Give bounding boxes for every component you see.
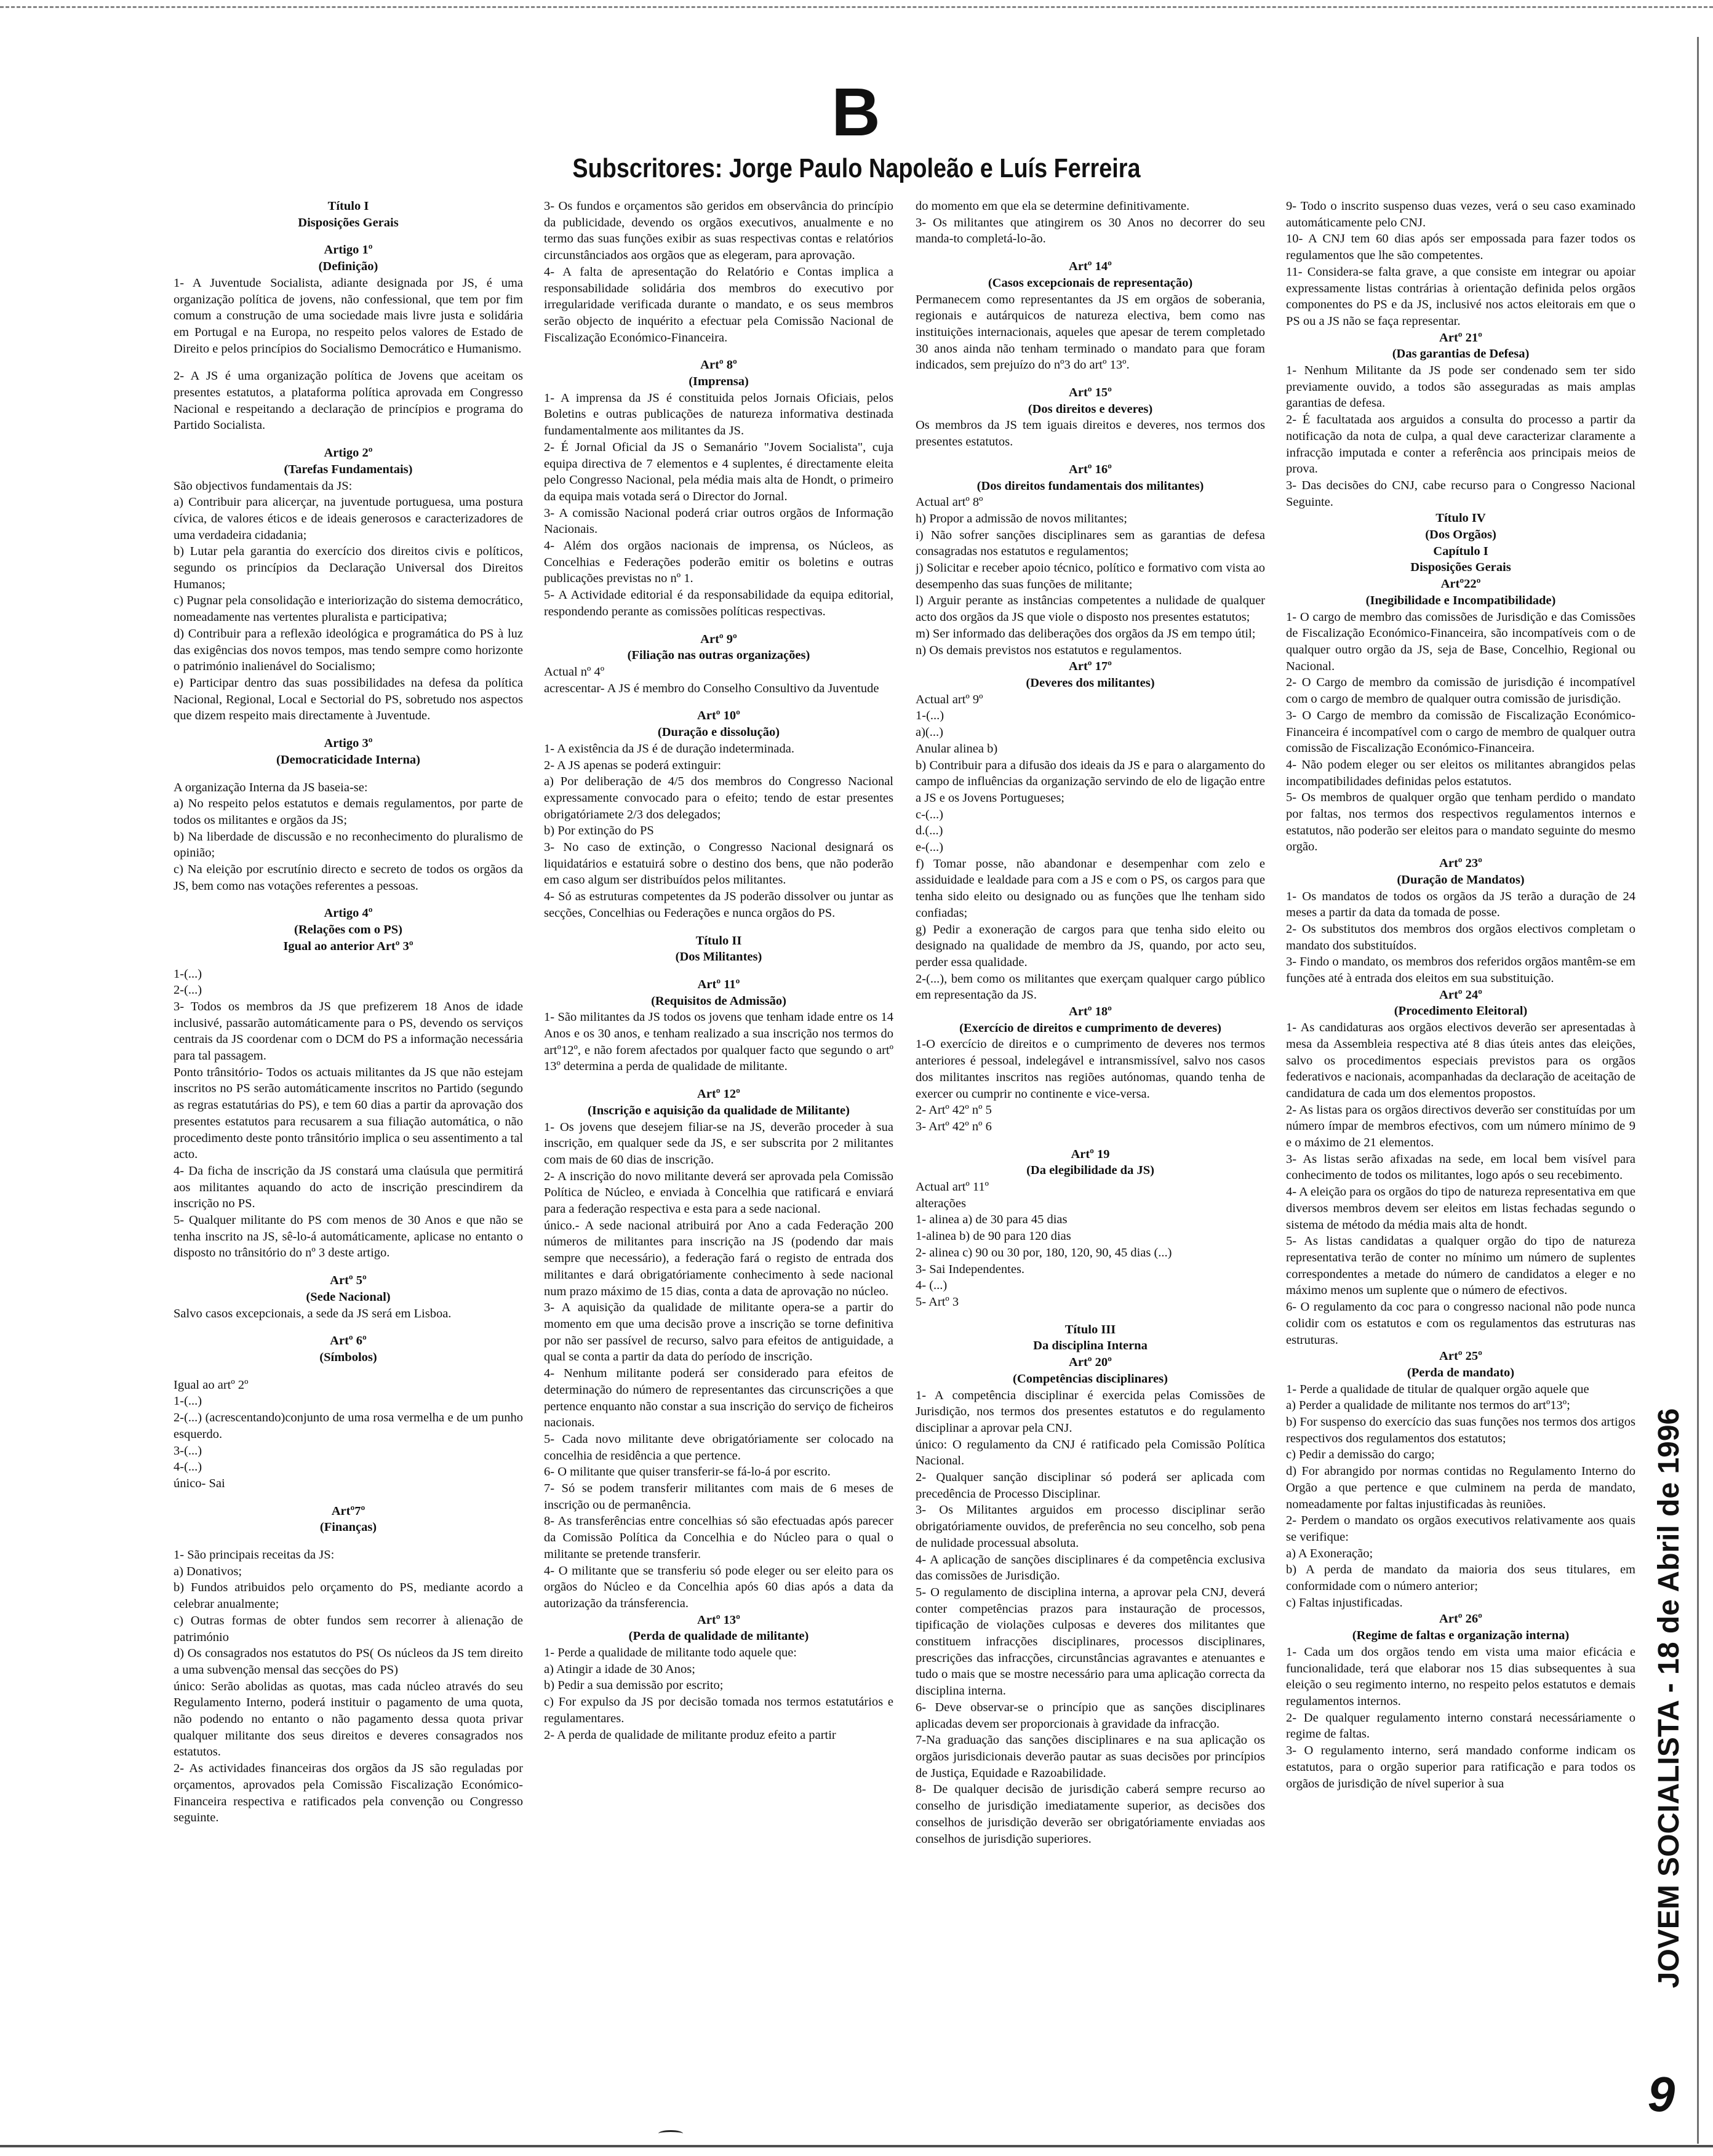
paragraph: 2- As listas para os orgãos directivos deverão ser constituídas por um número ímpar de membros efectivos, com um número mínimo de 9 e o máximo de 21 elementos. [1286, 1103, 1635, 1150]
paragraph: g) Pedir a exoneração de cargos para que tenha sido eleito ou designado na qualidade de membro da JS, quando, por acto seu, perder essa qualidade. [916, 922, 1265, 969]
article-heading: Artº 14º [1069, 260, 1112, 274]
paragraph: 3- Artº 42º nº 6 [916, 1119, 992, 1133]
paragraph: 1- O cargo de membro das comissões de Jurisdição e das Comissões de Fiscalização Económico-Financeira, são incompatíveis com o de qualquer outro orgão da JS, seja de Base, Concelhio, Regional ou Nacional. [1286, 610, 1635, 673]
paragraph: d.(...) [916, 824, 943, 838]
article-heading: Artigo 4º [324, 906, 373, 920]
paragraph: 2- A JS apenas se poderá extinguir: [544, 758, 722, 772]
paragraph: 1- A competência disciplinar é exercida pelas Comissões de Jurisdição, nos termos dos presentes estatutos e do regulamento disciplinar a aprovar pela CNJ. [916, 1388, 1265, 1435]
paragraph: i) Não sofrer sanções disciplinares sem as garantias de defesa consagradas nos estatutos e regulamentos; [916, 528, 1265, 559]
paragraph: 4- A eleição para os orgãos do tipo de natureza representativa em que diversos membros devem ser eleitos em listas fechadas segundo o sistema de método da média mais alta de hondt. [1286, 1185, 1635, 1232]
paragraph: único- Sai [174, 1476, 225, 1490]
paragraph: 3- Sai Independentes. [916, 1262, 1025, 1276]
paragraph: 1- Os jovens que desejem filiar-se na JS, deverão proceder à sua inscrição, em qualquer sede da JS, e ser subscrita por 2 militantes com mais de 60 dias de inscrição. [544, 1120, 893, 1167]
paragraph: A organização Interna da JS baseia-se: [174, 780, 368, 794]
article-subtitle: (Símbolos) [319, 1351, 377, 1364]
paragraph: 2- alinea c) 90 ou 30 por, 180, 120, 90, 45 dias (...) [916, 1245, 1172, 1260]
paragraph: d) Contribuir para a reflexão ideológica e programática do PS à luz das exigências dos novos tempos, mas tendo sempre como horizonte o património inalienável do Socialismo; [174, 626, 523, 674]
paragraph: 1-(...) [174, 967, 202, 981]
paragraph: 5- As listas candidatas a qualquer orgão do tipo de natureza representativa terão de conter no mínimo um número de suplentes correspondentes a metade do número de candidatos a eleger e no máximo menos um suplente que o número de efectivos. [1286, 1234, 1635, 1298]
paragraph: j) Solicitar e receber apoio técnico, político e formativo com vista ao desempenho das suas funções de militante; [916, 561, 1265, 591]
article-heading: Artº 8º [700, 358, 737, 372]
article-heading: Artº 21º [1439, 330, 1482, 345]
article-heading: Artº 5º [330, 1274, 367, 1288]
paragraph: 2- Qualquer sanção disciplinar só poderá ser aplicada com precedência de Processo Disciplinar. [916, 1471, 1265, 1501]
paragraph: b) Lutar pela garantia do exercício dos direitos civis e políticos, segundo os princípios da Declaração Universal dos Direitos Humanos; [174, 545, 523, 591]
article-subtitle: (Imprensa) [689, 375, 749, 389]
paragraph: e-(...) [916, 840, 943, 855]
paragraph: Permanecem como representantes da JS em orgãos de soberania, regionais e autárquicos de natureza electiva, bem como nas instituições internacionais, aqueles que apesar de terem completado 30 anos ainda não tenham terminado o mandato para que foram indicados, sem prejuízo do nº3 do artº 13º. [916, 292, 1265, 372]
paragraph: 3-(...) [174, 1443, 202, 1458]
paragraph: 3- Todos os membros da JS que prefizerem 18 Anos de idade inclusivé, passarão automáticamente para o PS, devendo os serviços centrais da JS coordenar com o DCM do PS a informação necessária para tal passagem. [174, 999, 523, 1063]
paragraph: e) Participar dentro das suas possibilidades na defesa da política Nacional, Regional, Local e Sectorial do PS, sobretudo nos aspectos que dizem respeito mais directamente à Juventude. [174, 676, 523, 723]
paragraph: 1- São principais receitas da JS: [174, 1548, 335, 1562]
paragraph: b) Pedir a sua demissão por escrito; [544, 1679, 724, 1693]
paragraph: 2- É Jornal Oficial da JS o Semanário "Jovem Socialista", cuja equipa directiva de 7 elementos e 4 suplentes, é directamente eleita pelo Congresso Nacional, pela média mais alta de Hondt, o primeiro da equipa mais votada será o Director do Jornal. [544, 440, 893, 503]
article-subtitle: (Inscrição e aquisição da qualidade de Militante) [588, 1103, 850, 1117]
paragraph: 3- O Cargo de membro da comissão de Fiscalização Económico-Financeira é incompatível com o cargo de membro de qualquer outra comissão de Fiscalização Económico-Financeira. [1286, 708, 1635, 756]
article-heading: Artº 9º [700, 632, 737, 646]
side-banner [1642, 1268, 1697, 2154]
paragraph: 10- A CNJ tem 60 dias após ser empossada para fazer todos os regulamentos que lhe são competentes. [1286, 232, 1635, 263]
paragraph: 2- É facultatada aos arguidos a consulta do processo a partir da notificação da nota de culpa, a qual deve caracterizar claramente a infracção imputada e conter a referência aos principais meios de prova. [1286, 413, 1635, 476]
paragraph: b) Contribuir para a difusão dos ideais da JS e para o alargamento do campo de influências da organização servindo de elo de ligação entre a JS e os Jovens Portugueses; [916, 758, 1265, 805]
paragraph: do momento em que ela se determine definitivamente. [916, 199, 1190, 213]
article-heading: Título II [695, 933, 742, 948]
paragraph: 5- Qualquer militante do PS com menos de 30 Anos e que não se tenha inscrito na JS, sê-lo-á automáticamente, aplicase no entanto o disposto no trânsitório do nº 3 deste artigo. [174, 1213, 523, 1260]
paragraph: 3- Das decisões do CNJ, cabe recurso para o Congresso Nacional Seguinte. [1286, 478, 1635, 509]
paragraph: 4-(...) [174, 1460, 202, 1474]
article-heading: (Dos Orgãos) [1425, 528, 1496, 542]
section-letter: B [831, 74, 882, 150]
article-heading: Artº 10º [697, 709, 740, 723]
paragraph: 2- Artº 42º nº 5 [916, 1103, 992, 1117]
article-heading: Da disciplina Interna [1033, 1339, 1148, 1353]
paragraph: 1- Nenhum Militante da JS pode ser condenado sem ter sido previamente ouvido, a todos são asseguradas as mais amplas garantias de defesa. [1286, 364, 1635, 410]
paragraph: único.- A sede nacional atribuirá por Ano a cada Federação 200 números de militantes para inscrição na JS (podendo dar mais sempre que necessário), a federação fará o registo de entrada dos militantes e dará obrigatóriamente conhecimento à sede nacional num prazo máximo de 15 dias, conta a data de aprovação no núcleo. [544, 1218, 893, 1298]
article-heading: Artº 15º [1069, 386, 1112, 400]
article-heading: Artº 25º [1439, 1349, 1482, 1363]
paragraph: 2- De qualquer regulamento interno constará necessáriamente o regime de faltas. [1286, 1711, 1635, 1741]
paragraph: 3- No caso de extinção, o Congresso Nacional designará os liquidatários e estatuirá sobre o destino dos bens, que não poderão em caso algum ser distribuídos pelos militantes. [544, 840, 893, 887]
paragraph: c-(...) [916, 807, 943, 821]
article-subtitle: (Perda de qualidade de militante) [628, 1629, 809, 1643]
paragraph: 1- A Juventude Socialista, adiante designada por JS, é uma organização política de jovens, não confessional, que tem por fim comum a construção de uma sociedade mais livre justa e solidária em Portugal e na Europa, no respeito pelos valores de Estado de Direito e pelos princípios do Socialismo Democrático e Humanismo. [174, 276, 523, 356]
article-subtitle: (Das garantias de Defesa) [1392, 347, 1530, 361]
article-subtitle: (Democraticidade Interna) [276, 753, 420, 767]
article-subtitle: (Casos excepcionais de representação) [988, 276, 1193, 290]
paragraph: c) For expulso da JS por decisão tomada nos termos estatutários e regulamentares. [544, 1695, 893, 1725]
paragraph: 3- A aquisição da qualidade de militante opera-se a partir do momento em que uma decisão prove a inscrição se torne definitiva por não ser passível de recurso, salvo para efeitos de antiguidade, a qual se conta a partir da data do período de inscrição. [544, 1301, 893, 1364]
article-subtitle: (Inegibilidade e Incompatibilidade) [1365, 593, 1556, 607]
paragraph: 2- A JS é uma organização política de Jovens que aceitam os presentes estatutos, a plataforma política aprovada em Congresso Nacional e respeitando a declaração de princípios e programa do Partido Socialista. [174, 369, 523, 433]
paragraph: a)(...) [916, 725, 943, 740]
article-heading: Artº 16º [1069, 462, 1112, 476]
article-heading: Título IV [1435, 511, 1486, 525]
paragraph: c) Na eleição por escrutínio directo e secreto de todos os orgãos da JS, bem como nas votações referentes a pessoas. [174, 863, 523, 893]
article-heading: Artigo 2º [324, 446, 373, 460]
paragraph: 6- O regulamento da coc para o congresso nacional não pode nunca colidir com os estatutos e com os regulamentos das estruturas nas estruturas. [1286, 1300, 1635, 1347]
paragraph: 2- Os substitutos dos membros dos orgãos electivos completam o mandato dos substituídos. [1286, 922, 1635, 952]
article-subtitle: (Filiação nas outras organizações) [627, 649, 810, 663]
paragraph: c) Pedir a demissão do cargo; [1286, 1448, 1435, 1462]
paragraph: a) A Exoneração; [1286, 1546, 1373, 1560]
article-subtitle: (Dos direitos fundamentais dos militantes) [976, 479, 1204, 493]
paragraph: Os membros da JS tem iguais direitos e deveres, nos termos dos presentes estatutos. [916, 418, 1265, 449]
article-heading: Artº 11º [697, 977, 740, 991]
text-column-3 [916, 198, 1265, 2123]
scan-edge-bottom [0, 2145, 1713, 2156]
paragraph: 3- Os militantes que atingirem os 30 Anos no decorrer do seu manda-to completá-lo-ão. [916, 215, 1265, 246]
paragraph: Igual ao artº 2º [174, 1378, 249, 1392]
paragraph: a) Contribuir para alicerçar, na juventude portuguesa, uma postura cívica, de valores éticos e de ideais generosos e caracterizadores de uma verdadeira cidadania; [174, 495, 523, 542]
paragraph: 4- A falta de apresentação do Relatório e Contas implica a responsabilidade solidária dos membros do executivo por irregularidade verificada durante o mandato, e os seus membros serão objecto de inquérito a efectuar pela Comissão Nacional de Fiscalização Económico-Financeira. [544, 265, 893, 345]
article-heading: Artº 20º [1069, 1355, 1112, 1370]
paragraph: 5- O regulamento de disciplina interna, a aprovar pela CNJ, deverá conter competências prazos para instauração de processos, tipificação de violações culposas e deveres dos militantes que constituem infracções disciplinares, processos disciplinares, prescrições das infracções, circunstâncias agravantes e atenuantes e tudo o mais que se mostre necessário para uma aplicação correcta da disciplina interna. [916, 1585, 1265, 1698]
paragraph: 7-Na graduação das sanções disciplinares e na sua aplicação os orgãos jurisdicionais deverão pautar as suas decisões por princípios de Justiça, Equidade e Razoabilidade. [916, 1733, 1265, 1780]
scan-edge-top [0, 0, 1713, 8]
paragraph: Actual artº 9º [916, 692, 983, 706]
paragraph: Actual artº 11º [916, 1180, 989, 1194]
article-heading: Artº 24º [1439, 988, 1482, 1002]
paragraph: 3- A comissão Nacional poderá criar outros orgãos de Informação Nacionais. [544, 506, 893, 537]
paragraph: 2-(...) [174, 983, 202, 997]
paragraph: Anular alinea b) [916, 741, 998, 756]
paragraph: b) Na liberdade de discussão e no reconhecimento do pluralismo de opinião; [174, 829, 523, 860]
article-heading: Artº 26º [1439, 1612, 1482, 1626]
paragraph: 1- Cada um dos orgãos tendo em vista uma maior eficácia e funcionalidade, terá que elaborar nos 15 dias subsequentes à sua eleição o seu regimento interno, no respeito pelos estatutos e demais regulamentos internos. [1286, 1645, 1635, 1708]
paragraph: a) No respeito pelos estatutos e demais regulamentos, por parte de todos os militantes e orgãos da JS; [174, 797, 523, 827]
paragraph: 4- A aplicação de sanções disciplinares é da competência exclusiva das comissões de Jurisdição. [916, 1552, 1265, 1583]
paragraph: 1- alinea a) de 30 para 45 dias [916, 1213, 1068, 1227]
paragraph: d) Os consagrados nos estatutos do PS( Os núcleos da JS tem direito a uma subvenção mensal das secções do PS) [174, 1647, 523, 1677]
article-subtitle: (Perda de mandato) [1407, 1365, 1515, 1379]
paragraph: 5- Artº 3 [916, 1295, 959, 1309]
article-heading: Título I [327, 199, 369, 213]
article-heading: Disposições Gerais [1410, 561, 1511, 575]
paragraph: 1- Perde a qualidade de titular de qualquer orgão aquele que [1286, 1382, 1589, 1396]
paragraph: m) Ser informado das deliberações dos orgãos da JS em tempo útil; [916, 626, 1256, 641]
paragraph: f) Tomar posse, não abandonar e desempenhar com zelo e assiduidade e lealdade para com a JS e com o PS, os cargos para que tenha sido eleito ou designado ou as funções que lhe tenham sido confiadas; [916, 856, 1265, 920]
article-heading: (Dos Militantes) [675, 950, 762, 964]
paragraph: 1- A existência da JS é de duração indeterminada. [544, 741, 795, 756]
article-heading: Artº 23º [1439, 856, 1482, 871]
article-heading: Título III [1064, 1322, 1116, 1336]
paragraph: 1- As candidaturas aos orgãos electivos deverão ser apresentadas à mesa da Assembleia respectiva até 8 dias úteis antes das eleições, salvo os procedimentos especiais previstos para os orgãos federativos e nacionais, acompanhadas da declaração de aceitação de candidatura de cada um dos elementos propostos. [1286, 1021, 1635, 1100]
paragraph: 4- Além dos orgãos nacionais de imprensa, os Núcleos, as Concelhias e Federações poderão emitir os boletins e outras publicações previstas no nº 1. [544, 539, 893, 586]
paragraph: b) Fundos atribuidos pelo orçamento do PS, mediante acordo a celebrar anualmente; [174, 1581, 523, 1611]
paragraph: Ponto trânsitório- Todos os actuais militantes da JS que não estejam inscritos no PS serão automáticamente inscritos no Partido (segundo as regras estatutárias do PS), e tem 60 dias a partir da aprovação dos presentes estatutos para recusarem a sua filiação automática, o não procedimento deste ponto trânsitório implica o seu assentimento a tal acto. [174, 1065, 523, 1162]
paragraph: Actual nº 4º [544, 665, 605, 679]
article-heading: Artº7º [331, 1504, 365, 1518]
article-heading: Artº 12º [697, 1087, 740, 1101]
paragraph: b) For suspenso do exercício das suas funções nos termos dos artigos respectivos dos regulamentos dos estatutos; [1286, 1415, 1635, 1445]
side-banner-text: JOVEM SOCIALISTA - 18 de Abril de 1996 [1653, 1408, 1685, 1989]
paragraph: d) For abrangido por normas contidas no Regulamento Interno do Orgão a que pertence e que culminem na perda de mandato, nomeadamente por faltas injustificadas às reuniões. [1286, 1464, 1635, 1511]
paragraph: c) Outras formas de obter fundos sem recorrer à alienação de património [174, 1613, 523, 1644]
article-heading: Artº 18º [1069, 1005, 1112, 1019]
article-subtitle: (Regime de faltas e organização interna) [1352, 1629, 1570, 1643]
text-column-2 [544, 198, 893, 2123]
column-rule [1697, 37, 1699, 2144]
paragraph: n) Os demais previstos nos estatutos e regulamentos. [916, 643, 1182, 657]
paragraph: 2- A inscrição do novo militante deverá ser aprovada pela Comissão Política de Núcleo, e enviada à Concelhia que ratificará e enviará para a federação respectiva e esta para a sede nacional. [544, 1169, 893, 1216]
paragraph: único: Serão abolidas as quotas, mas cada núcleo através do seu Regulamento Interno, poderá instituir o pagamento de uma quota, não podendo no entanto o não pagamento dessa quota privar qualquer militante dos seus direitos e deveres consagrados nos estatutos. [174, 1679, 523, 1759]
article-heading: Artº 13º [697, 1613, 740, 1627]
paragraph: 1- São militantes da JS todos os jovens que tenham idade entre os 14 Anos e os 30 anos, e tenham realizado a sua inscrição nos termos do artº12º, e não forem afectados por qualquer facto que segundo o artº 13º determina a perda de qualidade de militante. [544, 1010, 893, 1074]
article-heading: Artigo 1º [324, 243, 373, 257]
article-subtitle: (Sede Nacional) [306, 1290, 391, 1304]
paragraph: 1-alinea b) de 90 para 120 dias [916, 1229, 1071, 1244]
article-subtitle: Igual ao anterior Artº 3º [283, 939, 413, 953]
paragraph: 2- Perdem o mandato os orgãos executivos relativamente aos quais se verifique: [1286, 1514, 1635, 1544]
paragraph: 7- Só se podem transferir militantes com mais de 6 meses de inscrição ou de permanência. [544, 1482, 893, 1512]
footer-mark [658, 2130, 683, 2137]
paragraph: 5- Os membros de qualquer orgão que tenham perdido o mandato por faltas, nos termos dos respectivos regulamentos internos e estatutos, não poderão ser eleitos para o mandato seguinte do mesmo orgão. [1286, 791, 1635, 854]
article-heading: Artigo 3º [324, 737, 373, 751]
paragraph: único: O regulamento da CNJ é ratificado pela Comissão Política Nacional. [916, 1437, 1265, 1468]
paragraph: 8- As transferências entre concelhias só são efectuadas após parecer da Comissão Política da Concelhia e do Núcleo para o qual o militante se pretende transferir. [544, 1514, 893, 1561]
paragraph: 9- Todo o inscrito suspenso duas vezes, verá o seu caso examinado automáticamente pelo CNJ. [1286, 199, 1635, 230]
article-heading: Artº 17º [1069, 660, 1112, 674]
article-subtitle: (Requisitos de Admissão) [651, 994, 786, 1008]
paragraph: b) A perda de mandato da maioria dos seus titulares, em conformidade com o número anterior; [1286, 1563, 1635, 1594]
paragraph: 3- Findo o mandato, os membros dos referidos orgãos mantêm-se em funções até à entrada dos eleitos em sua substituição. [1286, 955, 1635, 986]
article-subtitle: (Finanças) [319, 1520, 377, 1535]
paragraph: a) Por deliberação de 4/5 dos membros do Congresso Nacional expressamente convocado para o efeito; tendo de estar presentes obrigatóriamete 2/3 dos delegados; [544, 775, 893, 821]
paragraph: acrescentar- A JS é membro do Conselho Consultivo da Juventude [544, 681, 879, 695]
article-subtitle: (Competências disciplinares) [1013, 1371, 1168, 1386]
paragraph: 1-(...) [174, 1394, 202, 1408]
paragraph: 6- O militante que quiser transferir-se fá-lo-á por escrito. [544, 1465, 831, 1479]
article-subtitle: (Deveres dos militantes) [1026, 676, 1155, 690]
paragraph: a) Perder a qualidade de militante nos termos do artº13º; [1286, 1399, 1570, 1413]
paragraph: 1- A imprensa da JS é constituida pelos Jornais Oficiais, pelos Boletins e outras publicações de natureza informativa destinada fundamentalmente aos militantes da JS. [544, 391, 893, 438]
article-heading: Artº 6º [330, 1334, 367, 1348]
paragraph: 2- O Cargo de membro da comissão de jurisdição é incompatível com o cargo de membro de qualquer outra comissão de jurisdição. [1286, 676, 1635, 706]
paragraph: São objectivos fundamentais da JS: [174, 479, 353, 493]
article-heading: Disposições Gerais [298, 215, 399, 230]
paragraph: 3- As listas serão afixadas na sede, em local bem visível para conhecimento de todos os militantes, logo após o seu recebimento. [1286, 1152, 1635, 1183]
paragraph: a) Donativos; [174, 1564, 242, 1578]
article-subtitle: (Duração e dissolução) [657, 725, 780, 740]
article-subtitle: (Relações com o PS) [294, 923, 402, 937]
article-subtitle: (Exercício de direitos e cumprimento de deveres) [959, 1021, 1221, 1035]
paragraph: alterações [916, 1196, 966, 1210]
article-subtitle: (Da elegibilidade da JS) [1026, 1164, 1154, 1178]
paragraph: 1-O exercício de direitos e o cumprimento de deveres nos termos anteriores é pessoal, indelegável e intransmissível, salvo nos casos dos militantes inscritos nas regiões autónomas, quando tenha de exercer ou cumprir no continente e vice-versa. [916, 1037, 1265, 1101]
paragraph: b) Por extinção do PS [544, 824, 654, 838]
paragraph: 8- De qualquer decisão de jurisdição caberá sempre recurso ao conselho de jurisdição imediatamente superior, as decisões dos conselhos de jurisdição deverão ser obrigatóriamente enviadas aos conselhos de jurisdição superiores. [916, 1783, 1265, 1846]
paragraph: 3- Os Militantes arguidos em processo disciplinar serão obrigatóriamente ouvidos, de preferência no seu concelho, sob pena de nulidade processual absoluta. [916, 1503, 1265, 1550]
paragraph: 4- Da ficha de inscrição da JS constará uma claúsula que permitirá aos militantes aquando do acto de inscrição prescindirem da inscrição no PS. [174, 1164, 523, 1211]
subscribers-heading: Subscritores: Jorge Paulo Napoleão e Luís Ferreira [572, 153, 1141, 183]
article-subtitle: (Definição) [318, 260, 378, 274]
paragraph: c) Faltas injustificadas. [1286, 1595, 1403, 1610]
article-heading: Artº22º [1440, 577, 1481, 591]
paragraph: 2-(...) (acrescentando)conjunto de uma rosa vermelha e de um punho esquerdo. [174, 1411, 523, 1441]
page-number: 9 [1647, 2067, 1675, 2122]
paragraph: 6- Deve observar-se o princípio que as sanções disciplinares aplicadas devem ser proporcionais à gravidade da infracção. [916, 1700, 1265, 1731]
text-column-4 [1286, 198, 1635, 2123]
article-subtitle: (Procedimento Eleitoral) [1394, 1004, 1528, 1018]
paragraph: 4- O militante que se transferiu só pode eleger ou ser eleito para os orgãos do Núcleo e da Concelhia após 60 dias após a data da autorização da tránsferencia. [544, 1563, 893, 1610]
paragraph: Salvo casos excepcionais, a sede da JS será em Lisboa. [174, 1306, 452, 1320]
paragraph: 1- Perde a qualidade de militante todo aquele que: [544, 1646, 797, 1660]
paragraph: 2- As actividades financeiras dos orgãos da JS são reguladas por orçamentos, aprovados pela Comissão Fiscalização Económico- Financeira respectiva e ratificados pela convenção ou Congresso seguinte. [174, 1762, 523, 1825]
article-heading: Capítulo I [1433, 544, 1488, 558]
paragraph: 1- Os mandatos de todos os orgãos da JS terão a duração de 24 meses a partir da data da tomada de posse. [1286, 889, 1635, 920]
article-subtitle: (Tarefas Fundamentais) [284, 462, 413, 476]
paragraph: 3- O regulamento interno, será mandado conforme indicam os estatutos, para o orgão superior para ratificação e para todos os orgãos de jurisdição de nível superior à sua [1286, 1744, 1635, 1791]
paragraph: 4- Não podem eleger ou ser eleitos os militantes abrangidos pelas incompatibilidades definidas pelos estatutos. [1286, 757, 1635, 788]
paragraph: 4- Só as estruturas competentes da JS poderão dissolver ou juntar as secções, Concelhias ou Federações e nunca orgãos do PS. [544, 890, 893, 920]
article-subtitle: (Dos direitos e deveres) [1028, 402, 1153, 416]
paragraph: 2- A perda de qualidade de militante produz efeito a partir [544, 1728, 836, 1742]
paragraph: h) Propor a admissão de novos militantes; [916, 511, 1127, 525]
text-column-1 [174, 198, 523, 2123]
paragraph: l) Arguir perante as instâncias competentes a nulidade de qualquer acto dos orgãos da JS que viole o disposto nos presentes estatutos; [916, 594, 1265, 625]
article-subtitle: (Duração de Mandatos) [1397, 872, 1525, 887]
paragraph: 4- (...) [916, 1279, 948, 1293]
paragraph: Actual artº 8º [916, 495, 983, 509]
paragraph: 1-(...) [916, 709, 944, 723]
paragraph: 5- A Actividade editorial é da responsabilidade da equipa editorial, respondendo perante as comissões políticas respectivas. [544, 588, 893, 618]
paragraph: a) Atingir a idade de 30 Anos; [544, 1662, 695, 1676]
paragraph: 5- Cada novo militante deve obrigatóriamente ser colocado na concelhia de residência a que pertence. [544, 1432, 893, 1463]
article-heading: Artº 19 [1071, 1147, 1110, 1161]
paragraph: 3- Os fundos e orçamentos são geridos em observância do princípio da publicidade, devendo os orgãos executivos, anualmente e no termo das suas funções exibir as suas respectivas contas e relatórios circunstânciados aos orgãos que as elegeram, para aprovação. [544, 199, 893, 263]
paragraph: 11- Considera-se falta grave, a que consiste em integrar ou apoiar expressamente listas contrárias à orientação definida pelos orgãos componentes do PS e da JS, inclusivé nos actos eleitorais em que o PS ou a JS não se faça representar. [1286, 265, 1635, 328]
paragraph: 4- Nenhum militante poderá ser considerado para efeitos de determinação do número de representantes das circunscrições a que pertence enquanto não constar a sua inscrição do serviço de ficheiros nacionais. [544, 1367, 893, 1430]
paragraph: 2-(...), bem como os militantes que exerçam qualquer cargo público em representação da JS. [916, 972, 1265, 1002]
paragraph: c) Pugnar pela consolidação e interiorização do sistema democrático, nomeadamente nas vertentes pluralista e participativa; [174, 594, 523, 625]
